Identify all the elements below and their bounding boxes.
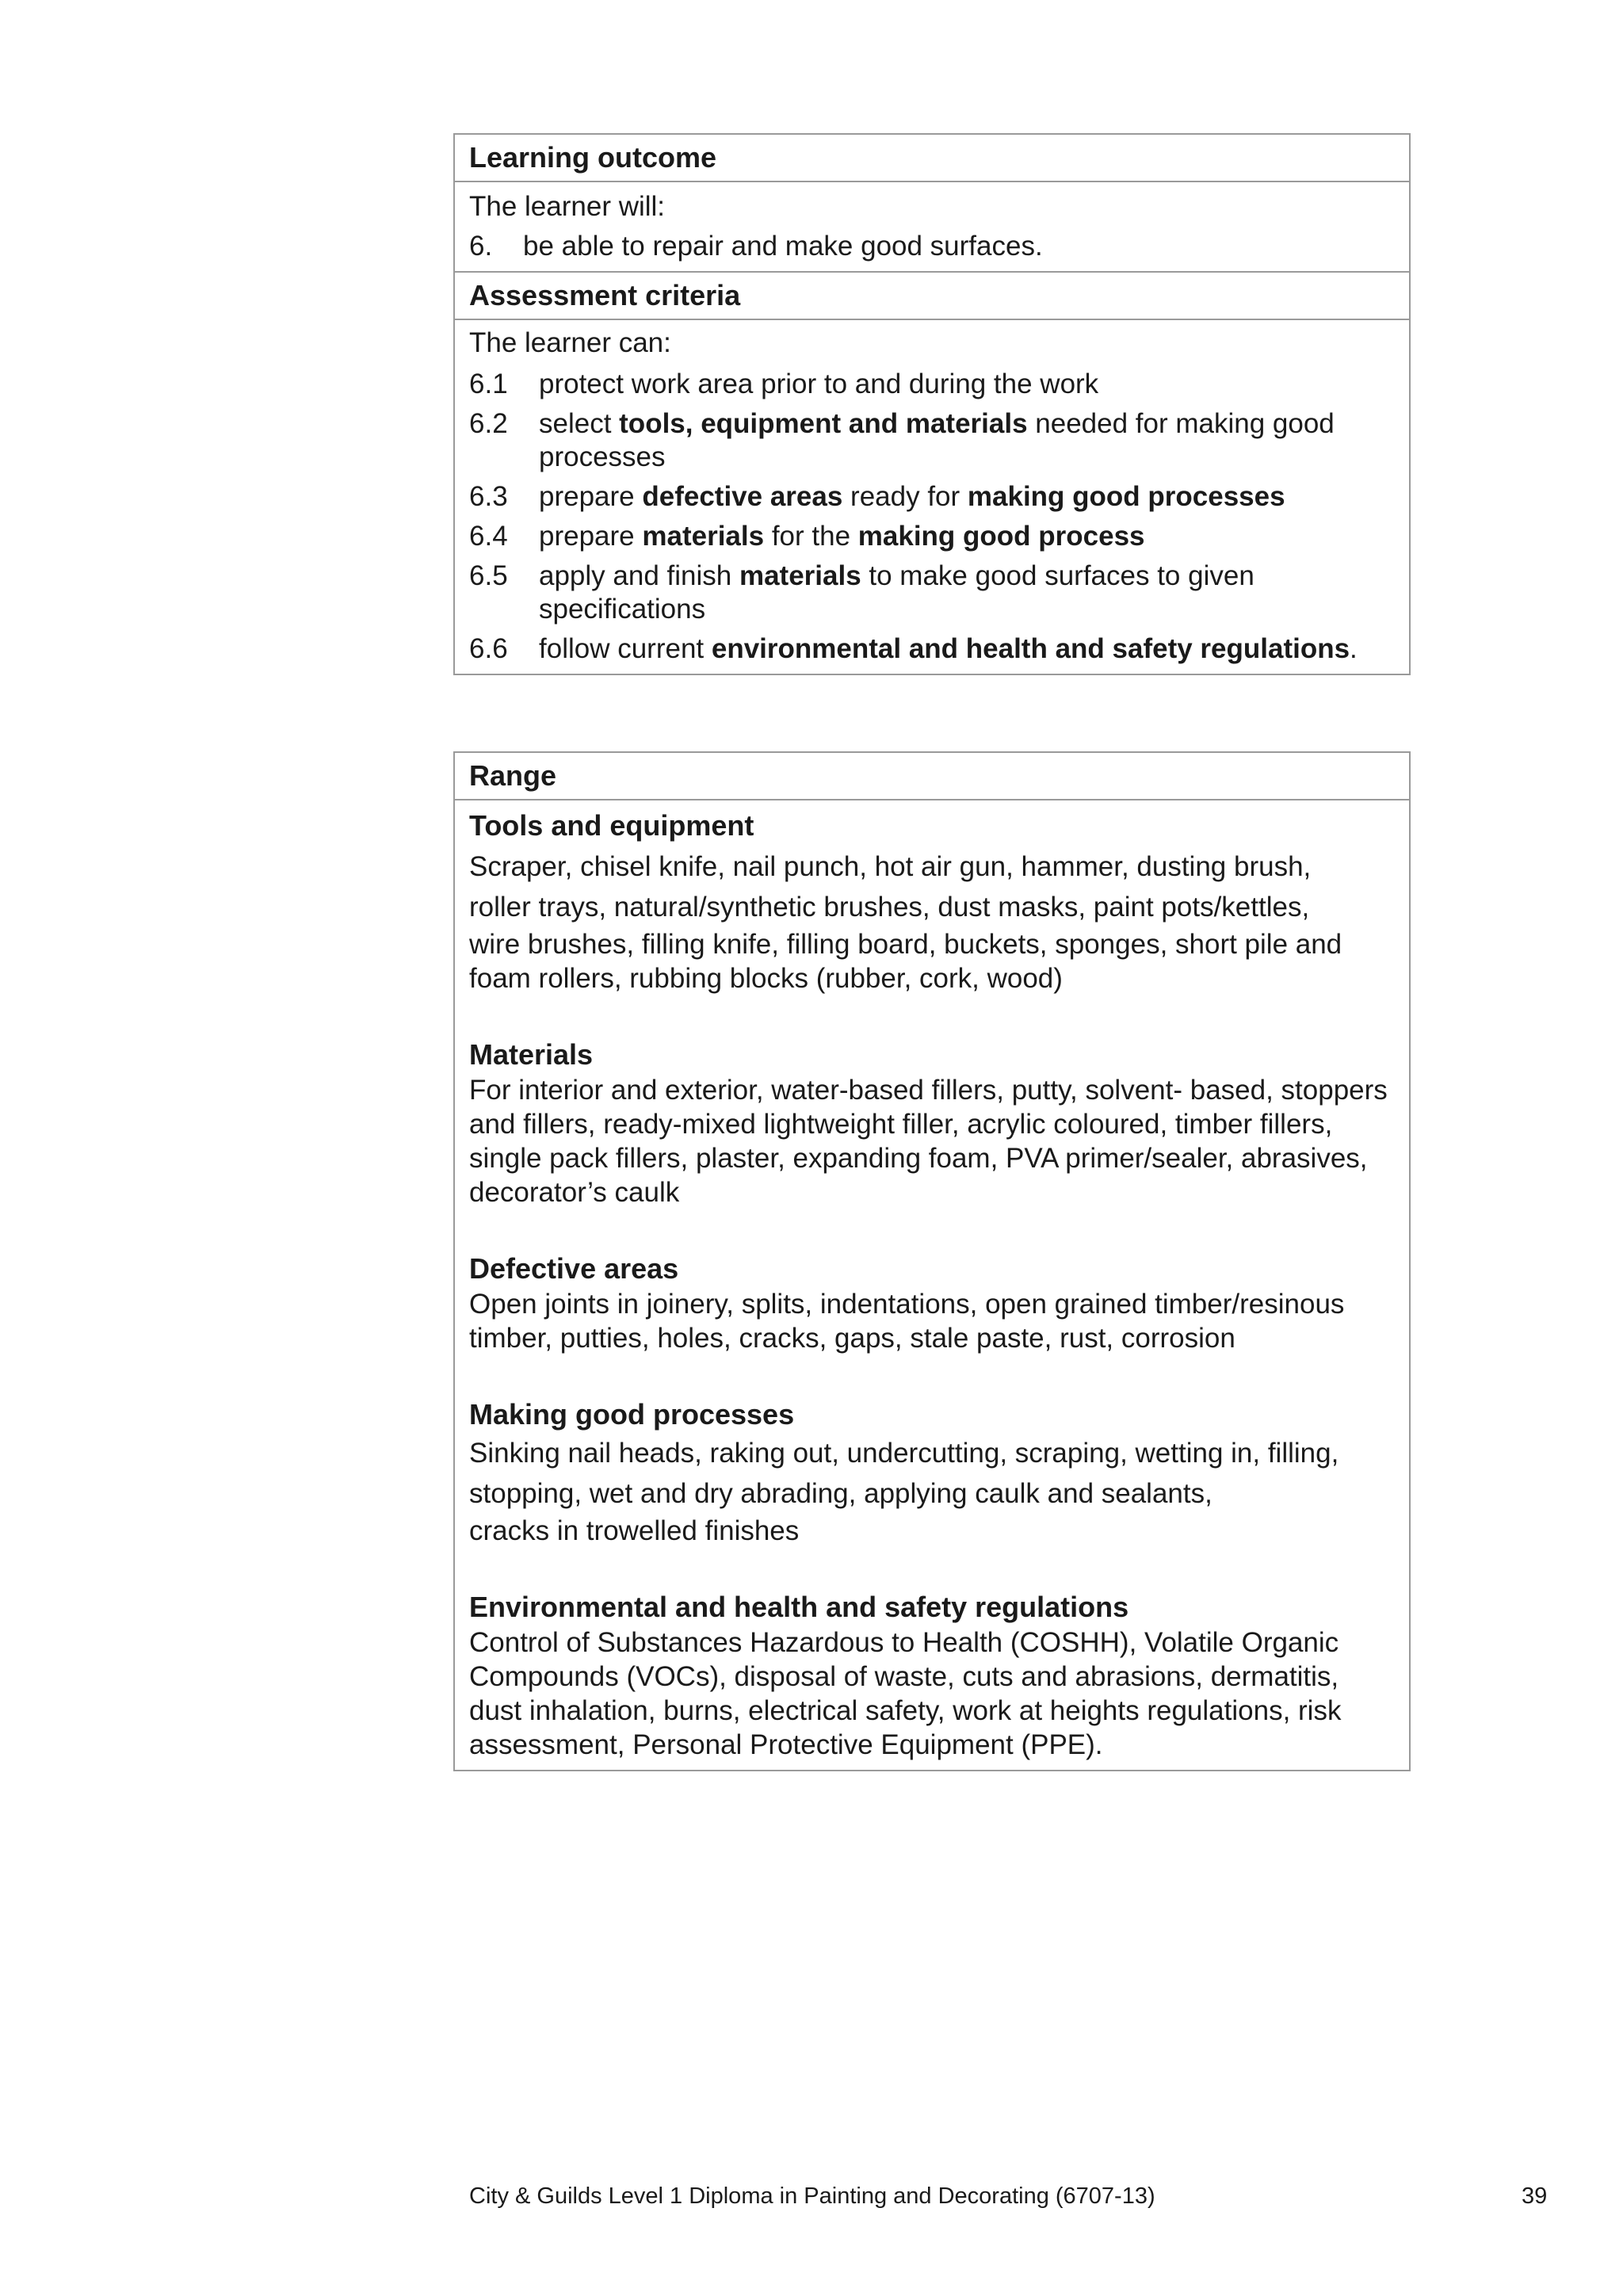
env-regulations-text: Control of Substances Hazardous to Health (COSHH), Volatile Organic Compounds (VOCs), disposal of waste, cuts and abrasions, dermatitis, dust inhalation, burns, electrical safety, work at heights regulations, risk assessment, Personal Protective Equipment (PPE).: [469, 1627, 1342, 1760]
range-table: [453, 751, 1411, 1771]
criterion-bold-term: tools, equipment and materials: [619, 408, 1028, 439]
materials-heading: Materials: [469, 1038, 594, 1071]
criterion-bold-term: defective areas: [642, 481, 843, 512]
defective-areas-text: Open joints in joinery, splits, indentations, open grained timber/resinous timber, putties, holes, cracks, gaps, stale paste, rust, corrosion: [469, 1289, 1345, 1354]
criterion-bold-term: materials: [739, 560, 861, 591]
criterion-6-6: [469, 629, 1395, 669]
criterion-number: 6.3: [469, 481, 508, 512]
criterion-number: 6.1: [469, 369, 508, 399]
criterion-bold-term: environmental and health and safety regulations: [711, 633, 1350, 664]
criterion-text: needed for making good processes: [539, 408, 1335, 472]
criterion-6-5: [469, 556, 1395, 629]
criterion-text: select: [539, 408, 620, 439]
criterion-text: protect work area prior to and during the work: [539, 369, 1099, 399]
criterion-6-2: [469, 404, 1395, 477]
criterion-text: apply and finish: [539, 560, 739, 591]
criterion-text: prepare: [539, 481, 643, 512]
learning-outcome-lead: The learner will:: [469, 191, 666, 222]
making-good-heading: Making good processes: [469, 1398, 795, 1431]
learning-outcome-body: [455, 181, 1409, 271]
tools-line: Scraper, chisel knife, nail punch, hot air gun, hammer, dusting brush,: [469, 851, 1312, 882]
criterion-text: ready for: [842, 481, 968, 512]
criterion-number: 6.4: [469, 521, 508, 552]
materials-text: For interior and exterior, water-based fillers, putty, solvent- based, stoppers and fillers, ready-mixed lightweight filler, acrylic coloured, timber fillers, single pack fillers, plaster, expanding foam, PVA primer/sealer, abrasives, decorator’s caulk: [469, 1075, 1388, 1208]
criterion-6-4: [469, 517, 1395, 556]
assessment-heading: Assessment criteria: [455, 271, 1409, 319]
criterion-6-3: [469, 477, 1395, 517]
criterion-text: .: [1350, 633, 1358, 664]
criterion-bold-term: materials: [642, 521, 765, 552]
criterion-number: 6.2: [469, 408, 508, 439]
making-good-line: Sinking nail heads, raking out, undercutting, scraping, wetting in, filling,: [469, 1438, 1339, 1469]
criterion-text: to make good surfaces to given specifications: [539, 560, 1254, 625]
assessment-lead: The learner can:: [469, 327, 671, 358]
footer-title: City & Guilds Level 1 Diploma in Painting and Decorating (6707-13): [469, 2183, 1155, 2209]
criterion-text: prepare: [539, 521, 643, 552]
assessment-body: [455, 319, 1409, 674]
criterion-number: 6.5: [469, 560, 508, 591]
making-good-line: cracks in trowelled finishes: [469, 1515, 800, 1546]
making-good-line: stopping, wet and dry abrading, applying caulk and sealants,: [469, 1478, 1212, 1509]
learning-outcome-heading: Learning outcome: [469, 141, 717, 174]
criterion-text: follow current: [539, 633, 712, 664]
criterion-6-1: [469, 365, 1395, 404]
learning-outcome-item: [469, 227, 1395, 266]
criterion-number: 6.6: [469, 633, 508, 664]
criterion-text: for the: [764, 521, 858, 552]
range-heading: Range: [469, 759, 557, 792]
range-body: [455, 799, 1409, 1770]
learning-outcome-table: [453, 133, 1411, 675]
learning-outcome-text: be able to repair and make good surfaces.: [523, 231, 1043, 262]
learning-outcome-number: 6.: [469, 231, 493, 262]
defective-areas-heading: Defective areas: [469, 1252, 679, 1285]
criterion-bold-term: making good process: [857, 521, 1145, 552]
tools-line: roller trays, natural/synthetic brushes, dust masks, paint pots/kettles,: [469, 892, 1310, 923]
page-number: 39: [1522, 2183, 1548, 2209]
tools-heading: Tools and equipment: [469, 809, 754, 842]
criterion-bold-term: making good processes: [967, 481, 1285, 512]
tools-line: wire brushes, filling knife, filling board, buckets, sponges, short pile and foam rollers, rubbing blocks (rubber, cork, wood): [469, 929, 1342, 994]
env-regulations-heading: Environmental and health and safety regulations: [469, 1591, 1129, 1623]
